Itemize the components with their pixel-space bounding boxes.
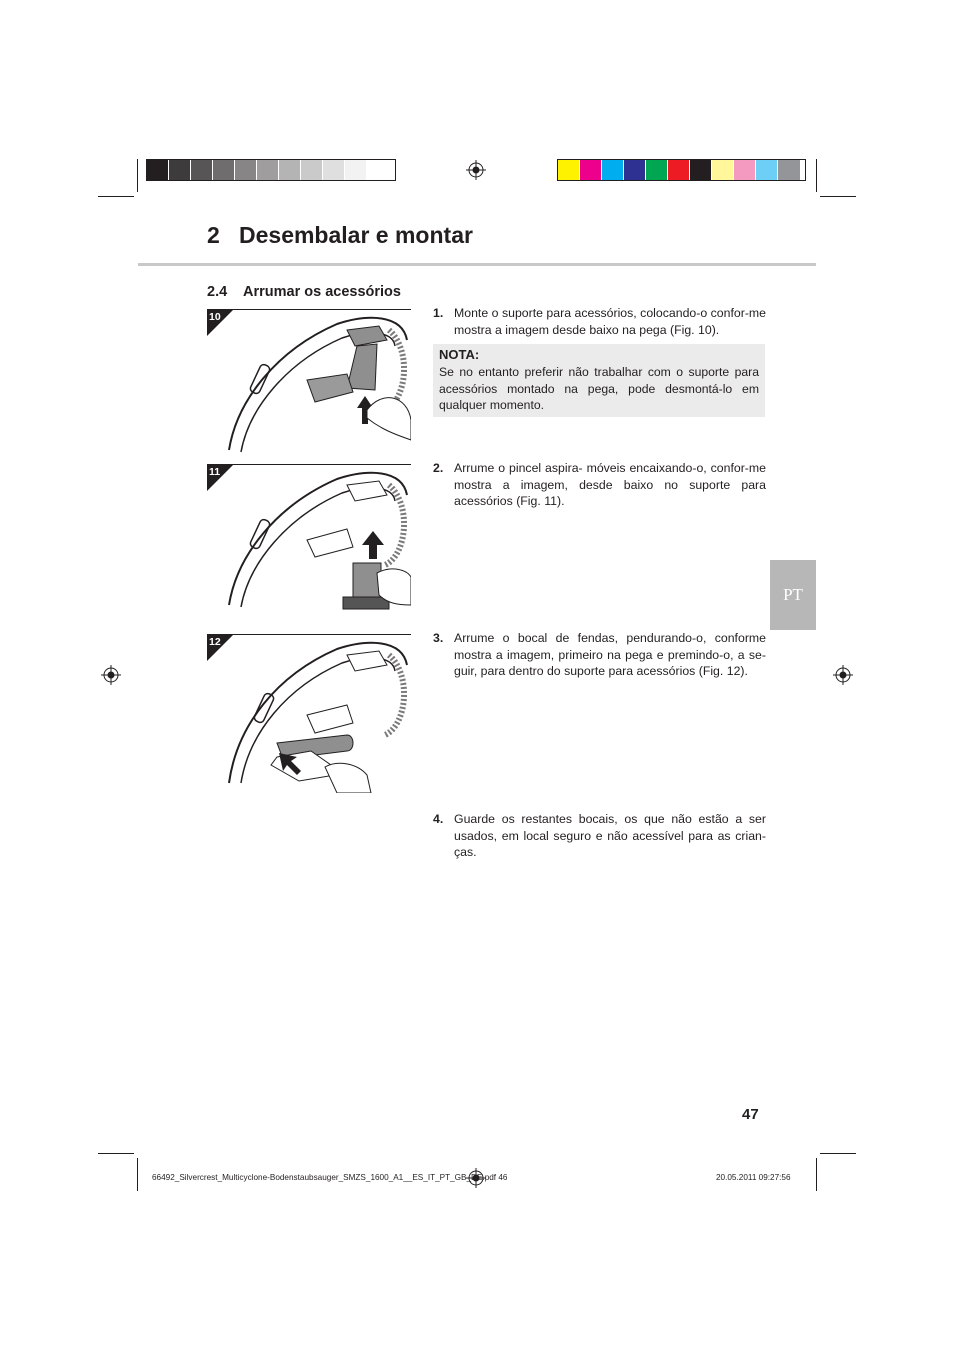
crop-mark [820, 196, 856, 197]
color-swatch [580, 160, 602, 180]
color-swatch [169, 160, 191, 180]
color-swatch [301, 160, 323, 180]
step-3 [433, 630, 766, 680]
crop-mark [816, 159, 817, 192]
registration-mark-icon [101, 665, 121, 685]
color-swatch [668, 160, 690, 180]
note-text: Se no entanto preferir não trabalhar com o suporte para acessórios montado na pega, pode desmontá-lo em qualquer momento. [439, 365, 759, 412]
registration-mark-icon [833, 665, 853, 685]
step-1 [433, 305, 766, 338]
step-number: 2. [433, 461, 444, 475]
chapter-title: Desembalar e montar [239, 222, 473, 248]
section-title: Arrumar os acessórios [243, 284, 401, 300]
color-swatch [323, 160, 345, 180]
step-text: Arrume o bocal de fendas, pendurando-o, conforme mostra a imagem, primeiro na pega e premindo-o, a se-guir, para dentro do suporte para acessórios (Fig. 12). [454, 631, 766, 678]
step-number: 4. [433, 812, 444, 826]
language-tab: PT [770, 560, 816, 630]
color-swatch [558, 160, 580, 180]
color-swatch [624, 160, 646, 180]
chapter-number: 2 [207, 222, 220, 248]
crop-mark [820, 1153, 856, 1154]
color-swatch [213, 160, 235, 180]
registration-mark-icon [466, 160, 486, 180]
step-4 [433, 811, 766, 861]
crop-mark [137, 1158, 138, 1191]
step-number: 3. [433, 631, 444, 645]
crop-mark [816, 1158, 817, 1191]
color-swatch [690, 160, 712, 180]
color-swatch [257, 160, 279, 180]
color-swatch [191, 160, 213, 180]
figure-11-illustration [207, 465, 411, 623]
step-number: 1. [433, 306, 444, 320]
color-swatch [734, 160, 756, 180]
figure-10-illustration [207, 310, 411, 468]
note-box [433, 344, 765, 417]
heading-rule [138, 263, 816, 266]
step-text: Arrume o pincel aspira- móveis encaixando-o, confor-me mostra a imagem, desde baixo no suporte para acessórios (Fig. 11). [454, 461, 766, 508]
figure-11 [207, 464, 411, 623]
page-number: 47 [742, 1106, 759, 1123]
crop-mark [137, 159, 138, 192]
color-swatch [235, 160, 257, 180]
note-title: NOTA: [439, 347, 480, 362]
section-number: 2.4 [207, 284, 228, 300]
color-swatch [602, 160, 624, 180]
footer-timestamp: 20.05.2011 09:27:56 [716, 1173, 791, 1182]
figure-10-label: 10 [209, 311, 221, 323]
figure-11-label: 11 [209, 466, 221, 478]
figure-10 [207, 309, 411, 468]
step-text: Guarde os restantes bocais, os que não estão a ser usados, em local seguro e não acessível para as crian-ças. [454, 812, 766, 859]
color-swatch [756, 160, 778, 180]
footer-filename: 66492_Silvercrest_Multicyclone-Bodenstaubsauger_SMZS_1600_A1__ES_IT_PT_GB_DE.pdf 46 [152, 1173, 508, 1182]
gray-color-bar [146, 159, 396, 181]
process-color-bar [557, 159, 806, 181]
crop-mark [98, 196, 134, 197]
figure-12-label: 12 [209, 636, 221, 648]
color-swatch [367, 160, 389, 180]
step-2 [433, 460, 766, 510]
figure-12-illustration [207, 635, 411, 793]
section-heading [207, 284, 401, 300]
figure-12 [207, 634, 411, 793]
color-swatch [646, 160, 668, 180]
color-swatch [345, 160, 367, 180]
step-text: Monte o suporte para acessórios, colocando-o confor-me mostra a imagem desde baixo na pega (Fig. 10). [454, 306, 766, 337]
color-swatch [279, 160, 301, 180]
color-swatch [712, 160, 734, 180]
crop-mark [98, 1153, 134, 1154]
chapter-heading [207, 222, 473, 249]
color-swatch [778, 160, 800, 180]
color-swatch [147, 160, 169, 180]
